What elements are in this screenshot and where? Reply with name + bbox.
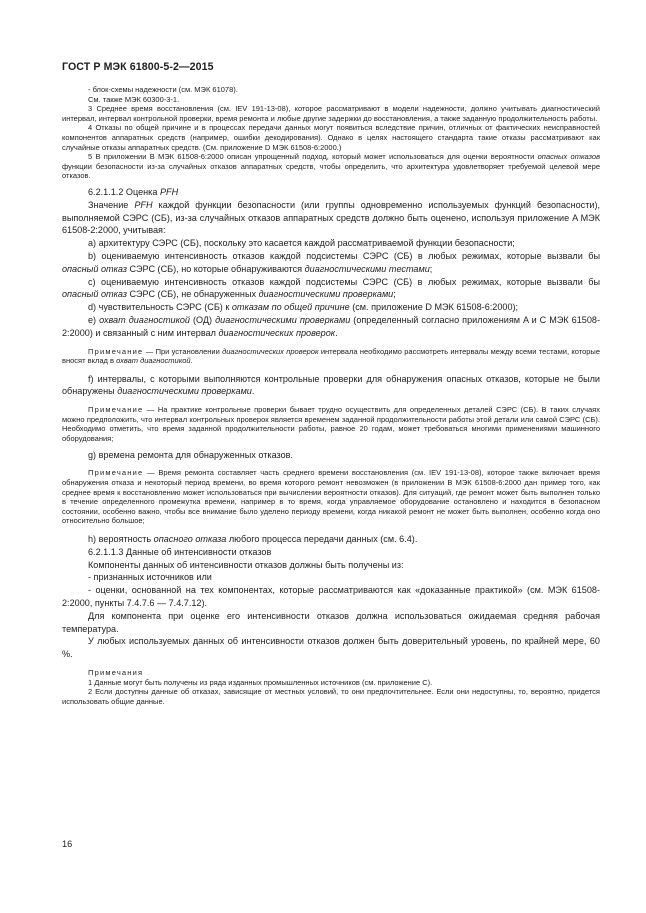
paragraph: У любых используемых данных об интенсивности отказов должен быть доверительный уровень, по крайней мере, 60 %. [62, 636, 600, 660]
list-item-d: d) чувствительность СЭРС (СБ) к отказам по общей причине (см. приложение D МЭК 61508-6:2000); [88, 302, 519, 313]
note-2: Примечание — На практике контрольные проверки бывает трудно осуществить для определенных деталей СЭРС (СБ). В таких случаях можно предположить, что интервал контрольных проверок является временем заданной продолжительности работы этой детали или самой СЭРС (СБ). Необходимо отметить, что время заданной продолжительности работы, равное 20 годам, может требоваться многими применениями машинного оборудования; [62, 405, 600, 444]
dash-item: - оценки, основанной на тех компонентах, которые рассматриваются как «доказанные практикой» (см. МЭК 61508-2:2000, пункты 7.4.7.6 — 7.4.7.12). [62, 585, 600, 608]
page-content [62, 85, 600, 706]
page-number: 16 [62, 839, 73, 849]
note-5: 5 В приложении B МЭК 61508-6:2000 описан упрощенный подход, который может использоваться для оценки вероятности опасных отказов функции безопасности из-за случайных отказов аппаратных средств, чтобы определить, что архитектура удовлетворяет требуемой целевой мере отказов. [62, 152, 601, 181]
page-header-title: ГОСТ Р МЭК 61800-5-2—2015 [62, 61, 214, 73]
note-end-1: 1 Данные могут быть получены из ряда изданных промышленных источников (см. приложение C). [88, 677, 433, 687]
list-item-f: f) интервалы, с которыми выполняются контрольные проверки для обнаружения опасных отказов, которые не были обнаружены диагностическими проверками. [62, 373, 600, 397]
dash-item: - признанных источников или [88, 572, 212, 583]
notes-label: Примечания [88, 667, 144, 677]
note-1: Примечание — При установлении диагностических проверок интервала необходимо рассмотреть интервалы между всеми тестами, которые вносят вклад в охват диагностикой. [62, 346, 600, 366]
note-3: 3 Среднее время восстановления (см. IEV 191-13-08), которое рассматривают в модели надежности, должно учитывать диагностический интервал, интервал контрольной проверки, время ремонта и любые другие задержки до восстановления, а также заданную продолжительность работы. [62, 104, 600, 123]
list-item-e: e) охват диагностикой (ОД) диагностическими проверками (определенный согласно приложениям A и C МЭК 61508-2:2000) и связанный с ним интервал диагностических проверок. [62, 314, 600, 338]
note-line: См. также МЭК 60300-3-1. [88, 94, 180, 104]
paragraph: Значение PFH каждой функции безопасности (или группы одновременно используемых функций безопасности), выполняемой СЭРС (СБ), из-за случайных отказов аппаратных средств должно быть оценено, используя приложение A МЭК 61508-2:2000, учитывая: [62, 199, 600, 236]
paragraph: Для компонента при оценке его интенсивности отказов должна использоваться ожидаемая средняя рабочая температура. [62, 610, 600, 634]
note-end-2: 2 Если доступны данные об отказах, зависящие от местных условий, то они предпочтительнее. Если они недоступны, то, вероятно, придется использовать общие данные. [62, 687, 600, 706]
note-line: - блок-схемы надежности (см. МЭК 61078). [88, 85, 238, 94]
list-item-a: а) архитектуру СЭРС (СБ), поскольку это касается каждой рассматриваемой функции безопасности; [88, 238, 515, 249]
list-item-b: b) оцениваемую интенсивность отказов каждой подсистемы СЭРС (СБ) в любых режимах, которые вызвали бы опасный отказ СЭРС (СБ), но которые обнаруживаются диагностическими тестами; [62, 250, 600, 274]
note-4: 4 Отказы по общей причине и в процессах передачи данных могут появиться вследствие причин, отличных от фактических неисправностей компонентов аппаратных средств (например, ошибки декодирования). Однако в целях настоящего стандарта такие отказы рассматривают как случайные отказы аппаратных средств. (См. приложение D МЭК 61508-6:2000.) [62, 123, 600, 152]
list-item-h: h) вероятность опасного отказа любого процесса передачи данных (см. 6.4). [88, 534, 418, 545]
list-item-g: g) времена ремонта для обнаруженных отказов. [88, 449, 294, 460]
section-heading-rate: 6.2.1.1.3 Данные об интенсивности отказов [88, 546, 272, 557]
list-item-c: с) оцениваемую интенсивность отказов каждой подсистемы СЭРС (СБ) в любых режимах, которые вызвали бы опасный отказ СЭРС (СБ), не обнаруженных диагностическими проверками; [62, 276, 600, 300]
note-3-repair: Примечание — Время ремонта составляет часть среднего времени восстановления (см. IEV 191-13-08), которое также включает время обнаружения отказа и некоторый период времени, во время которого ремонт невозможен (в приложении B МЭК 61508-6:2000 дан пример того, как среднее время к восстановлению может использоваться при вычислении вероятности отказов). Для ситуаций, где ремонт может быть выполнен только в течение определенного промежутка времени, например в то время, когда управляемое оборудование остановлено и находится в безопасном состоянии, особенно важно, чтобы все внимание было уделено периоду времени, когда никакой ремонт не может быть выполнен, особенно когда оно относительно большое; [62, 468, 600, 526]
section-heading-pfh: 6.2.1.1.2 Оценка PFH [88, 186, 179, 197]
paragraph: Компоненты данных об интенсивности отказов должны быть получены из: [88, 559, 404, 570]
